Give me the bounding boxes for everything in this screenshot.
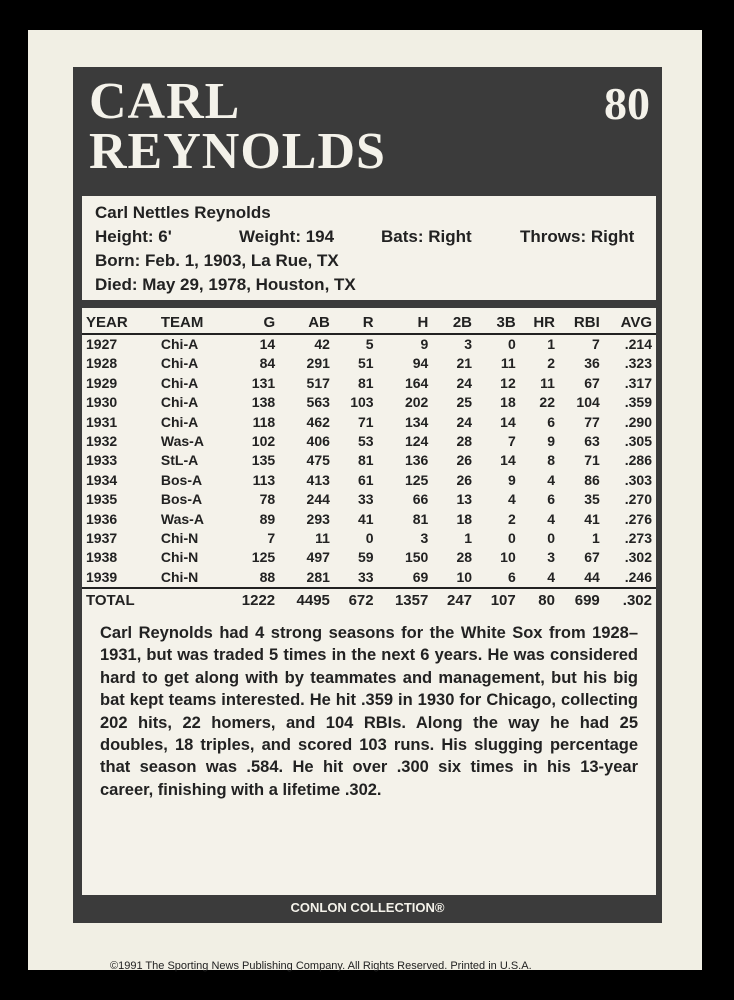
cell-g: 138: [251, 394, 276, 411]
cell-3b: 18: [500, 394, 516, 411]
cell-rbi: 67: [584, 549, 600, 566]
cell-ab: 291: [306, 355, 330, 372]
cell-g: 131: [251, 374, 276, 391]
cell-rbi: 86: [584, 471, 600, 488]
total-row: [82, 588, 656, 611]
cell-3b: 4: [507, 491, 516, 508]
cell-2b: 3: [464, 336, 473, 352]
cell-3b: 0: [507, 530, 516, 547]
total-rbi: 699: [559, 588, 604, 611]
cell-rbi: 7: [591, 336, 600, 352]
cell-h: 81: [412, 510, 429, 527]
total-g: 1222: [224, 588, 279, 611]
cell-rbi: 41: [584, 510, 600, 527]
cell-3b: 11: [500, 355, 516, 372]
cell-2b: 10: [456, 568, 473, 585]
cell-year: 1929: [86, 374, 118, 391]
cell-r: 51: [358, 355, 374, 372]
cell-h: 66: [412, 491, 429, 508]
cell-hr: 6: [547, 491, 555, 508]
cell-team: Was-A: [160, 433, 204, 450]
full-name: Carl Nettles Reynolds: [95, 203, 271, 222]
cell-team: Chi-A: [160, 374, 199, 391]
col-header-r: R: [334, 312, 378, 334]
player-story: Carl Reynolds had 4 strong seasons for the White Sox from 1928–1931, but was traded 5 times in the next 6 years. He was considered hard to get along with by teammates and management, but his big bat kept teams interested. He hit .359 in 1930 for Chicago, collecting 202 hits, 22 homers, and 104 RBIs. Along the way he had 25 doubles, 18 triples, and scored 103 runs. His slugging percentage that season was .584. He hit over .300 six times in his 13-year career, finishing with a lifetime .302.: [100, 624, 638, 799]
cell-r: 5: [365, 336, 374, 352]
cell-h: 125: [404, 471, 429, 488]
cell-avg: .323: [624, 355, 652, 372]
cell-ab: 281: [306, 568, 330, 585]
cell-2b: 28: [456, 549, 473, 566]
cell-h: 9: [420, 336, 429, 352]
cell-hr: 3: [547, 549, 555, 566]
cell-team: Chi-A: [160, 336, 199, 352]
cell-avg: .246: [624, 568, 652, 585]
cell-g: 88: [259, 568, 276, 585]
cell-h: 124: [404, 433, 429, 450]
cell-year: 1939: [86, 568, 118, 585]
cell-year: 1932: [86, 433, 118, 450]
cell-team: Chi-N: [160, 549, 199, 566]
height: Height: 6': [95, 227, 172, 246]
cell-h: 69: [412, 568, 429, 585]
cell-hr: 4: [547, 510, 555, 527]
col-header-h: H: [378, 312, 433, 334]
first-name: CARL: [89, 73, 241, 130]
cell-r: 41: [358, 510, 374, 527]
cell-2b: 24: [456, 374, 473, 391]
cell-r: 61: [358, 471, 374, 488]
cell-h: 164: [404, 374, 429, 391]
cell-g: 84: [259, 355, 276, 372]
cell-team: Chi-N: [160, 530, 199, 547]
cell-team: Was-A: [160, 510, 204, 527]
cell-g: 113: [252, 471, 276, 488]
cell-ab: 517: [306, 374, 330, 391]
total-2b: 247: [432, 588, 476, 611]
total-avg: .302: [604, 588, 656, 611]
table-row: [82, 471, 656, 490]
cell-avg: .290: [624, 413, 652, 430]
copyright: ©1991 The Sporting News Publishing Company. All Rights Reserved. Printed in U.S.A.: [110, 960, 532, 972]
table-row: [82, 451, 656, 470]
table-row: [82, 490, 656, 509]
cell-ab: 244: [306, 491, 330, 508]
cell-g: 135: [251, 452, 276, 469]
cell-h: 134: [404, 413, 429, 430]
table-row: [82, 374, 656, 393]
col-header-3b: 3B: [476, 312, 520, 334]
cell-hr: 4: [547, 471, 555, 488]
stats-header-row: [82, 312, 656, 334]
conlon-collection: CONLON COLLECTION®: [290, 900, 445, 915]
table-row: [82, 334, 656, 354]
col-header-hr: HR: [520, 312, 559, 334]
cell-year: 1930: [86, 394, 118, 411]
cell-r: 53: [358, 433, 374, 450]
baseball-card-back: [28, 30, 702, 970]
cell-avg: .317: [624, 374, 652, 391]
cell-ab: 563: [306, 394, 330, 411]
cell-hr: 6: [547, 413, 555, 430]
col-header-rbi: RBI: [559, 312, 604, 334]
cell-avg: .302: [624, 549, 652, 566]
cell-3b: 10: [500, 549, 516, 566]
cell-hr: 1: [547, 336, 555, 352]
last-name: REYNOLDS: [89, 123, 386, 180]
cell-3b: 0: [507, 336, 516, 352]
col-header-year: YEAR: [82, 312, 157, 334]
table-row: [82, 413, 656, 432]
cell-ab: 413: [306, 471, 330, 488]
cell-rbi: 1: [591, 530, 600, 547]
cell-team: StL-A: [160, 452, 199, 469]
cell-year: 1937: [86, 530, 118, 547]
throws: Throws: Right: [520, 227, 635, 246]
cell-hr: 11: [540, 374, 555, 391]
cell-2b: 18: [456, 510, 473, 527]
cell-ab: 475: [306, 452, 330, 469]
cell-3b: 14: [500, 413, 516, 430]
cell-g: 102: [251, 433, 276, 450]
col-header-2b: 2B: [432, 312, 476, 334]
weight: Weight: 194: [239, 227, 335, 246]
cell-avg: .303: [624, 471, 652, 488]
cell-r: 103: [350, 394, 374, 411]
cell-r: 81: [358, 374, 374, 391]
total-3b: 107: [476, 588, 520, 611]
sporting-news-logo: The Sporting News®: [251, 864, 484, 893]
total-h: 1357: [378, 588, 433, 611]
born: Born: Feb. 1, 1903, La Rue, TX: [95, 251, 339, 270]
cell-3b: 2: [507, 510, 516, 527]
cell-2b: 24: [456, 413, 473, 430]
died: Died: May 29, 1978, Houston, TX: [95, 275, 356, 294]
cell-3b: 14: [500, 452, 516, 469]
cell-year: 1936: [86, 510, 118, 527]
cell-hr: 4: [547, 568, 555, 585]
cell-rbi: 77: [584, 413, 600, 430]
cell-year: 1927: [86, 336, 118, 352]
cell-h: 202: [404, 394, 429, 411]
cell-year: 1928: [86, 355, 118, 372]
stats-box: [82, 308, 656, 895]
cell-h: 94: [412, 355, 429, 372]
cell-g: 125: [251, 549, 276, 566]
cell-rbi: 104: [576, 394, 600, 411]
cell-h: 136: [404, 452, 429, 469]
cell-2b: 26: [456, 471, 473, 488]
cell-avg: .359: [624, 394, 652, 411]
card-panel: [73, 67, 662, 923]
cell-g: 7: [267, 530, 276, 547]
cell-year: 1934: [86, 471, 118, 488]
cell-rbi: 35: [584, 491, 600, 508]
cell-team: Bos-A: [160, 491, 203, 508]
cell-avg: .270: [624, 491, 652, 508]
cell-3b: 12: [500, 374, 516, 391]
cell-ab: 462: [306, 413, 330, 430]
cell-team: Chi-A: [160, 413, 199, 430]
cell-year: 1938: [86, 549, 118, 566]
cell-avg: .305: [624, 433, 652, 450]
cell-year: 1931: [86, 413, 118, 430]
cell-rbi: 44: [584, 568, 600, 585]
col-header-avg: AVG: [604, 312, 656, 334]
cell-r: 81: [358, 452, 374, 469]
player-name: [89, 73, 386, 180]
cell-avg: .214: [624, 336, 652, 352]
table-row: [82, 548, 656, 567]
bio-box: [82, 196, 656, 300]
table-row: [82, 432, 656, 451]
cell-hr: 22: [539, 394, 555, 411]
total-year: TOTAL: [82, 588, 157, 611]
cell-team: Chi-A: [160, 355, 199, 372]
cell-2b: 1: [464, 530, 473, 547]
cell-ab: 406: [306, 433, 330, 450]
cell-3b: 6: [507, 568, 516, 585]
table-row: [82, 529, 656, 548]
cell-g: 14: [259, 336, 276, 352]
cell-2b: 21: [456, 355, 473, 372]
cell-ab: 293: [306, 510, 330, 527]
col-header-ab: AB: [279, 312, 334, 334]
cell-3b: 7: [507, 433, 516, 450]
cell-ab: 497: [306, 549, 330, 566]
cell-r: 71: [358, 413, 374, 430]
cell-3b: 9: [507, 471, 516, 488]
cell-2b: 26: [456, 452, 473, 469]
cell-r: 59: [358, 549, 374, 566]
cell-g: 78: [259, 491, 276, 508]
cell-hr: 2: [547, 355, 555, 372]
stats-table: [82, 312, 656, 611]
cell-g: 89: [259, 510, 276, 527]
table-row: [82, 393, 656, 412]
cell-rbi: 36: [584, 355, 600, 372]
cell-avg: .286: [624, 452, 652, 469]
col-header-g: G: [224, 312, 279, 334]
total-team: [157, 588, 225, 611]
card-number: 80: [604, 78, 650, 129]
cell-ab: 11: [315, 530, 330, 547]
table-row: [82, 354, 656, 373]
cell-team: Chi-A: [160, 394, 199, 411]
cell-r: 33: [358, 568, 374, 585]
cell-team: Chi-N: [160, 568, 199, 585]
cell-year: 1933: [86, 452, 118, 469]
cell-2b: 25: [456, 394, 473, 411]
cell-r: 0: [365, 530, 374, 547]
total-r: 672: [334, 588, 378, 611]
table-row: [82, 568, 656, 588]
cell-rbi: 63: [584, 433, 600, 450]
cell-rbi: 67: [584, 374, 600, 391]
table-row: [82, 510, 656, 529]
cell-h: 150: [404, 549, 429, 566]
cell-team: Bos-A: [160, 471, 203, 488]
cell-year: 1935: [86, 491, 118, 508]
cell-g: 118: [252, 413, 276, 430]
cell-hr: 8: [547, 452, 555, 469]
cell-hr: 9: [547, 433, 555, 450]
bats: Bats: Right: [381, 227, 472, 246]
cell-ab: 42: [314, 336, 330, 352]
cell-h: 3: [420, 530, 429, 547]
cell-avg: .273: [624, 530, 652, 547]
cell-2b: 13: [456, 491, 473, 508]
col-header-team: TEAM: [157, 312, 225, 334]
cell-avg: .276: [624, 510, 652, 527]
cell-rbi: 71: [584, 452, 600, 469]
cell-hr: 0: [547, 530, 555, 547]
total-ab: 4495: [279, 588, 334, 611]
cell-2b: 28: [456, 433, 473, 450]
total-hr: 80: [520, 588, 559, 611]
cell-r: 33: [358, 491, 374, 508]
